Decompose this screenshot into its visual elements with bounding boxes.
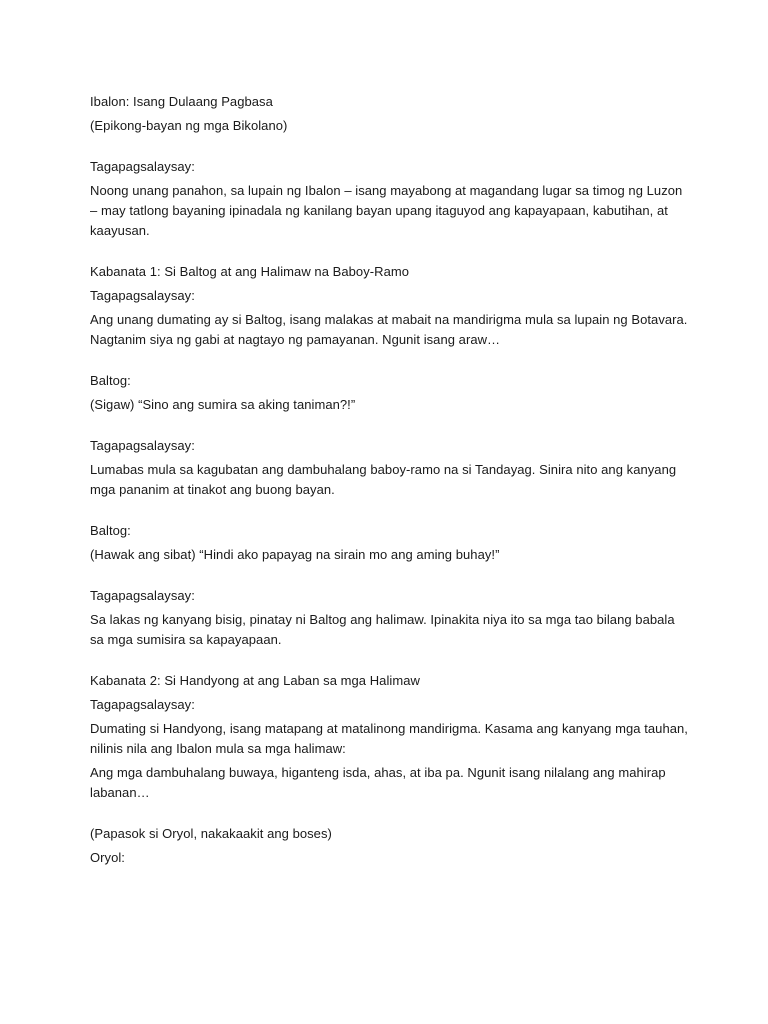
narration-paragraph: Ang mga dambuhalang buwaya, higanteng isda, ahas, at iba pa. Ngunit isang nilalang ang mahirap labanan… xyxy=(90,765,666,800)
narration-paragraph: Dumating si Handyong, isang matapang at matalinong mandirigma. Kasama ang kanyang mga tauhan, nilinis nila ang Ibalon mula sa mga halimaw: xyxy=(90,721,688,756)
speaker-label: Tagapagsalaysay: xyxy=(90,697,195,712)
chapter-heading: Kabanata 1: Si Baltog at ang Halimaw na Baboy-Ramo xyxy=(90,264,410,279)
speaker-label: Oryol: xyxy=(90,850,125,865)
chapter-heading: Kabanata 2: Si Handyong at ang Laban sa mga Halimaw xyxy=(90,673,420,688)
narration-paragraph: Sa lakas ng kanyang bisig, pinatay ni Baltog ang halimaw. Ipinakita niya ito sa mga tao bilang babala sa mga sumisira sa kapayapaan. xyxy=(90,612,675,647)
stage-direction: (Papasok si Oryol, nakakaakit ang boses) xyxy=(90,826,332,841)
document-body xyxy=(90,92,690,872)
speaker-label: Tagapagsalaysay: xyxy=(90,288,195,303)
narration-paragraph: Noong unang panahon, sa lupain ng Ibalon – isang mayabong at magandang lugar sa timog ng Luzon – may tatlong bayaning ipinadala ng kanilang bayan upang itaguyod ang kapayapaan, kabutihan, at kaayusan. xyxy=(90,183,683,238)
speaker-label: Tagapagsalaysay: xyxy=(90,159,195,174)
speaker-label: Tagapagsalaysay: xyxy=(90,438,195,453)
speaker-label: Baltog: xyxy=(90,523,131,538)
document-subtitle: (Epikong-bayan ng mga Bikolano) xyxy=(90,118,288,133)
narration-paragraph: Ang unang dumating ay si Baltog, isang malakas at mabait na mandirigma mula sa lupain ng Botavara. Nagtanim siya ng gabi at nagtayo ng pamayanan. Ngunit isang araw… xyxy=(90,312,688,347)
dialogue-line: (Hawak ang sibat) “Hindi ako papayag na sirain mo ang aming buhay!” xyxy=(90,547,500,562)
dialogue-line: (Sigaw) “Sino ang sumira sa aking taniman?!” xyxy=(90,397,356,412)
narration-paragraph: Lumabas mula sa kagubatan ang dambuhalang baboy-ramo na si Tandayag. Sinira nito ang kanyang mga pananim at tinakot ang buong bayan. xyxy=(90,462,677,497)
document-title: Ibalon: Isang Dulaang Pagbasa xyxy=(90,94,273,109)
speaker-label: Tagapagsalaysay: xyxy=(90,588,195,603)
speaker-label: Baltog: xyxy=(90,373,131,388)
